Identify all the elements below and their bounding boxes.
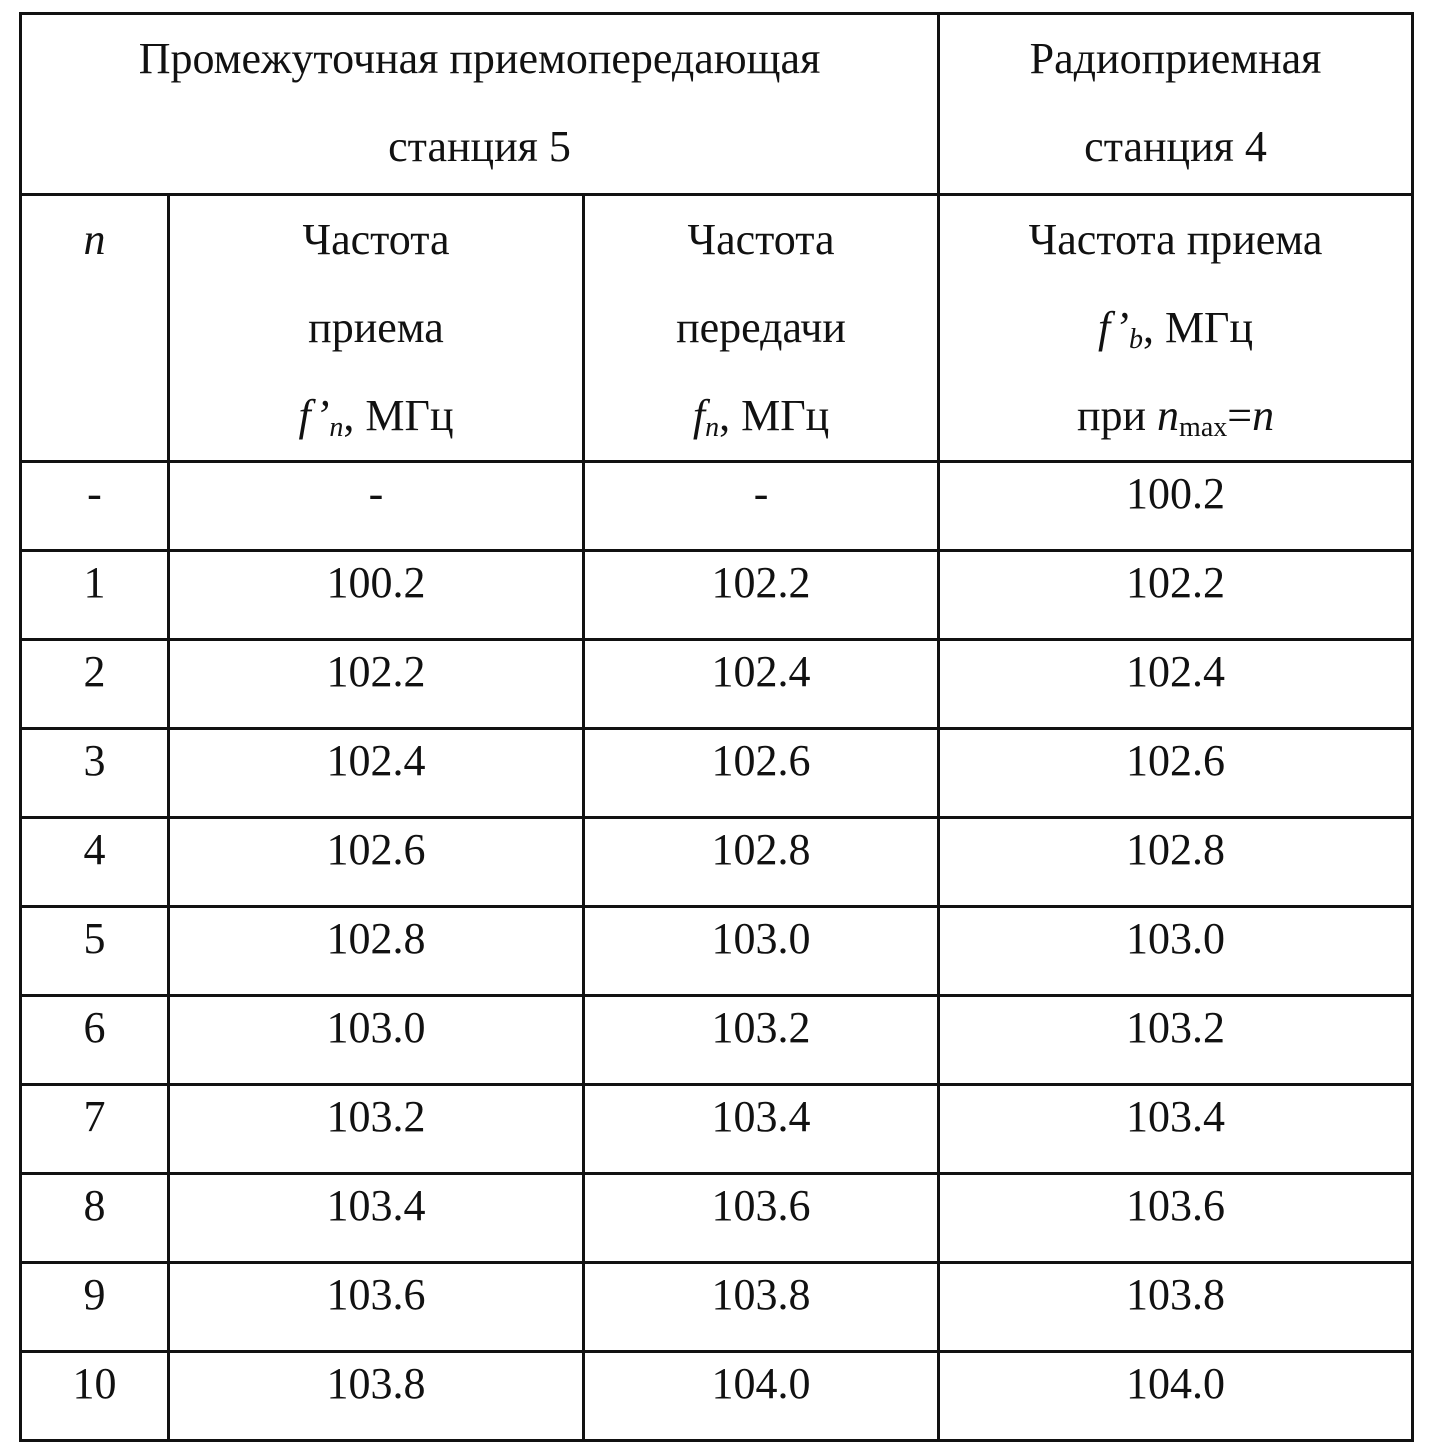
col4-line2 <box>940 284 1411 372</box>
receive-frequency-cell: 103.0 <box>169 996 584 1085</box>
column-header-receive-frequency <box>169 195 584 462</box>
table-row <box>21 551 1413 640</box>
table-row <box>21 907 1413 996</box>
col3-line3 <box>585 372 937 460</box>
table-row <box>21 1263 1413 1352</box>
group-header-left-line1: Промежуточная приемопередающая <box>138 34 821 83</box>
col4-eq: = <box>1227 391 1253 440</box>
receiver-frequency-cell: 103.4 <box>939 1085 1413 1174</box>
group-header-right-line2: станция 4 <box>1084 122 1267 171</box>
col4-line1: Частота приема <box>1028 215 1323 264</box>
table-row <box>21 640 1413 729</box>
transmit-frequency-cell: 103.8 <box>584 1263 939 1352</box>
col3-line1: Частота <box>687 215 835 264</box>
column-header-n <box>21 195 169 462</box>
col3-line2: передачи <box>676 303 846 352</box>
receive-frequency-cell: 102.8 <box>169 907 584 996</box>
transmit-frequency-cell: 102.6 <box>584 729 939 818</box>
col2-sub: n <box>329 412 344 443</box>
col3-unit: , МГц <box>719 391 830 440</box>
column-header-n-label: n <box>83 215 106 264</box>
transmit-frequency-cell: 102.2 <box>584 551 939 640</box>
receive-frequency-cell: 100.2 <box>169 551 584 640</box>
n-cell: 1 <box>21 551 169 640</box>
table-row <box>21 462 1413 551</box>
n-cell: 8 <box>21 1174 169 1263</box>
table-row <box>21 1352 1413 1441</box>
table-row <box>21 996 1413 1085</box>
receiver-frequency-cell: 100.2 <box>939 462 1413 551</box>
n-cell: 5 <box>21 907 169 996</box>
n-cell: 4 <box>21 818 169 907</box>
col2-line2: приема <box>308 303 444 352</box>
group-header-receiving-station <box>939 14 1413 195</box>
receiver-frequency-cell: 103.6 <box>939 1174 1413 1263</box>
receiver-frequency-cell: 102.2 <box>939 551 1413 640</box>
group-header-row <box>21 14 1413 195</box>
col3-sub: n <box>705 412 720 443</box>
n-cell: 2 <box>21 640 169 729</box>
column-header-row <box>21 195 1413 462</box>
n-cell: 7 <box>21 1085 169 1174</box>
table-row <box>21 1174 1413 1263</box>
col4-line3 <box>940 372 1411 460</box>
table-body <box>21 462 1413 1441</box>
group-header-right-line1: Радиоприемная <box>1029 34 1322 83</box>
column-header-transmit-frequency <box>584 195 939 462</box>
receiver-frequency-cell: 103.8 <box>939 1263 1413 1352</box>
transmit-frequency-cell: 103.6 <box>584 1174 939 1263</box>
col4-nmax: n <box>1157 391 1180 440</box>
frequency-table <box>19 12 1414 1442</box>
n-cell: 6 <box>21 996 169 1085</box>
transmit-frequency-cell: 104.0 <box>584 1352 939 1441</box>
receiver-frequency-cell: 102.6 <box>939 729 1413 818</box>
col4-unit: , МГц <box>1142 303 1254 352</box>
receive-frequency-cell: - <box>169 462 584 551</box>
receive-frequency-cell: 103.8 <box>169 1352 584 1441</box>
transmit-frequency-cell: - <box>584 462 939 551</box>
n-cell: - <box>21 462 169 551</box>
col4-sub: b <box>1128 324 1143 355</box>
transmit-frequency-cell: 102.4 <box>584 640 939 729</box>
transmit-frequency-cell: 103.2 <box>584 996 939 1085</box>
group-header-left-line2: станция 5 <box>388 122 571 171</box>
frequency-table-container <box>19 12 1414 1442</box>
col2-line3 <box>170 372 582 460</box>
col4-nmax-sub: max <box>1179 412 1228 443</box>
col4-n: n <box>1252 391 1275 440</box>
col2-unit: , МГц <box>343 391 454 440</box>
receiver-frequency-cell: 103.2 <box>939 996 1413 1085</box>
receive-frequency-cell: 102.4 <box>169 729 584 818</box>
table-row <box>21 818 1413 907</box>
receive-frequency-cell: 103.4 <box>169 1174 584 1263</box>
receive-frequency-cell: 102.2 <box>169 640 584 729</box>
table-row <box>21 729 1413 818</box>
n-cell: 9 <box>21 1263 169 1352</box>
receiver-frequency-cell: 102.4 <box>939 640 1413 729</box>
receiver-frequency-cell: 103.0 <box>939 907 1413 996</box>
col4-symbol: f’ <box>1098 303 1129 352</box>
n-cell: 3 <box>21 729 169 818</box>
col4-prefix: при <box>1076 391 1158 440</box>
col2-line1: Частота <box>302 215 450 264</box>
table-row <box>21 1085 1413 1174</box>
n-cell: 10 <box>21 1352 169 1441</box>
transmit-frequency-cell: 103.4 <box>584 1085 939 1174</box>
receive-frequency-cell: 103.6 <box>169 1263 584 1352</box>
transmit-frequency-cell: 102.8 <box>584 818 939 907</box>
receiver-frequency-cell: 104.0 <box>939 1352 1413 1441</box>
transmit-frequency-cell: 103.0 <box>584 907 939 996</box>
col2-symbol: f’ <box>298 391 330 440</box>
receive-frequency-cell: 102.6 <box>169 818 584 907</box>
column-header-receiver-frequency <box>939 195 1413 462</box>
receive-frequency-cell: 103.2 <box>169 1085 584 1174</box>
receiver-frequency-cell: 102.8 <box>939 818 1413 907</box>
col3-symbol: f <box>692 391 706 440</box>
group-header-intermediate-station <box>21 14 939 195</box>
